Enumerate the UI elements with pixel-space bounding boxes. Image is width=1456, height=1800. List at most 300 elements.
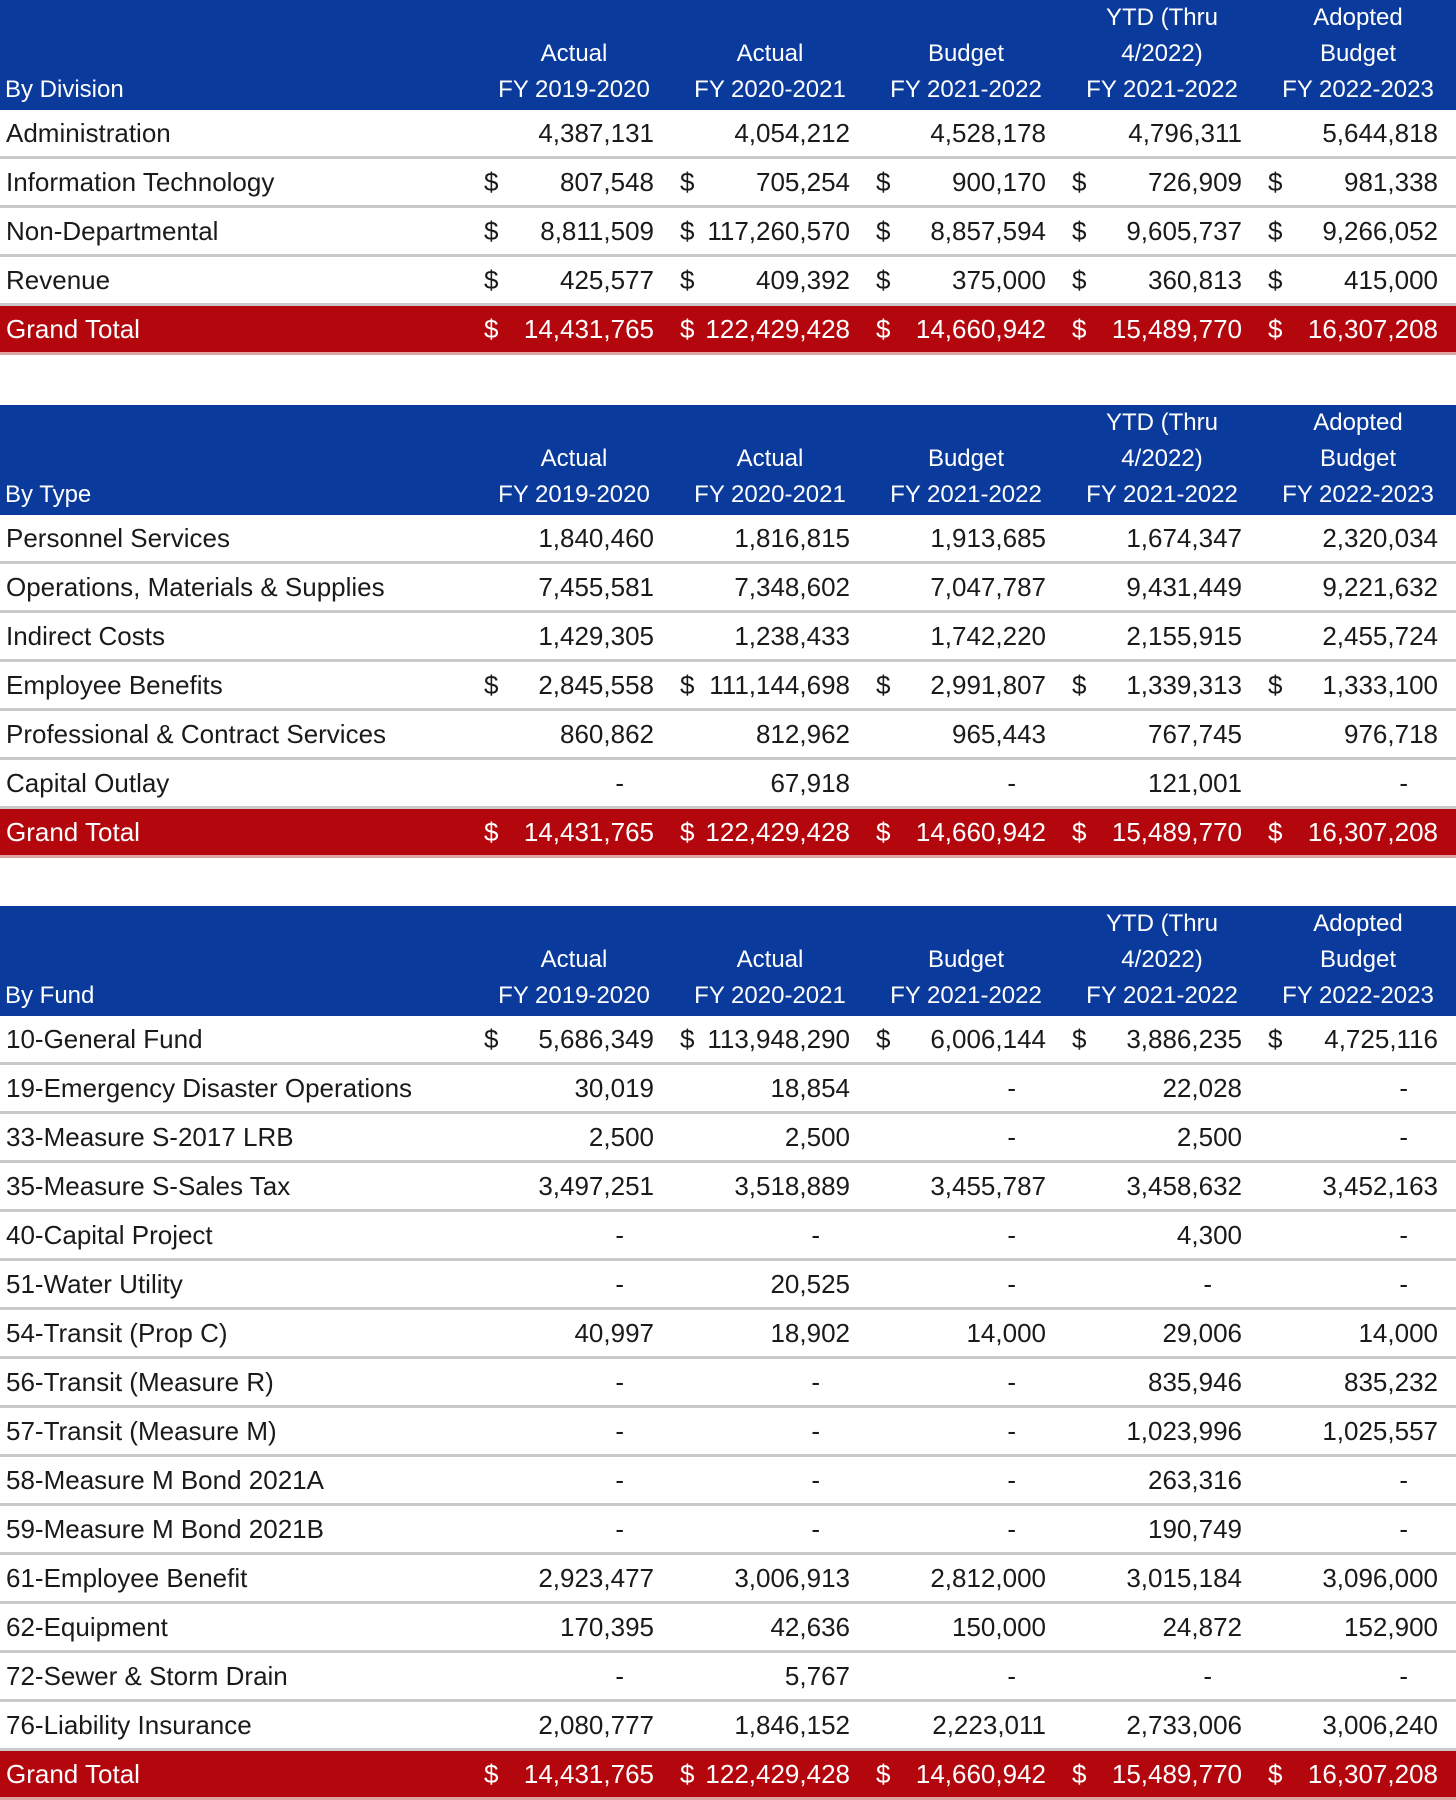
amount: - [1007, 1073, 1016, 1103]
row-label: 76-Liability Insurance [6, 1710, 252, 1740]
amount: 14,431,765 [523, 1759, 654, 1789]
section-label: By Division [5, 76, 124, 103]
value-cell [1268, 1514, 1438, 1548]
currency-symbol: $ [876, 216, 891, 246]
currency-symbol: $ [876, 670, 891, 700]
value-cell [680, 1612, 850, 1646]
table-row [0, 208, 1456, 257]
amount: 1,846,152 [734, 1710, 850, 1740]
value-cell [1072, 1220, 1242, 1254]
amount: 812,962 [756, 719, 850, 749]
amount: 14,431,765 [523, 817, 654, 847]
value-cell [680, 817, 850, 851]
value-cell [680, 670, 850, 704]
amount: 2,500 [784, 1122, 850, 1152]
value-cell [1268, 1024, 1438, 1058]
amount: - [1007, 1269, 1016, 1299]
value-cell [1268, 1563, 1438, 1597]
amount: 9,431,449 [1126, 572, 1242, 602]
value-cell [876, 817, 1046, 851]
row-label: 33-Measure S-2017 LRB [6, 1122, 294, 1152]
table-row [0, 662, 1456, 711]
amount: 1,023,996 [1126, 1416, 1242, 1446]
value-cell [680, 265, 850, 299]
column-header [476, 906, 672, 1016]
value-cell [876, 719, 1046, 753]
value-cell [680, 572, 850, 606]
currency-symbol: $ [484, 1024, 499, 1054]
value-cell [876, 523, 1046, 557]
value-cell [680, 621, 850, 655]
column-header [1064, 0, 1260, 110]
value-cell [484, 1612, 654, 1646]
amount: 2,733,006 [1126, 1710, 1242, 1740]
value-cell [484, 118, 654, 152]
amount: - [1007, 1367, 1016, 1397]
value-cell [680, 1367, 850, 1401]
amount: 3,497,251 [538, 1171, 654, 1201]
amount: 4,725,116 [1324, 1024, 1438, 1054]
value-cell [1268, 1612, 1438, 1646]
amount: - [615, 1269, 624, 1299]
currency-symbol: $ [1268, 1759, 1283, 1789]
column-header-line: FY 2022-2023 [1282, 76, 1434, 103]
amount: 3,006,913 [734, 1563, 850, 1593]
column-header [868, 405, 1064, 515]
amount: 2,500 [1176, 1122, 1242, 1152]
table-row [0, 1359, 1456, 1408]
currency-symbol: $ [1268, 265, 1283, 295]
amount: - [615, 1416, 624, 1446]
column-header-line: FY 2021-2022 [1086, 982, 1238, 1009]
table-header [0, 906, 1456, 1016]
amount: 3,886,235 [1126, 1024, 1242, 1054]
value-cell [1072, 167, 1242, 201]
column-header-line: FY 2020-2021 [694, 76, 846, 103]
value-cell [680, 167, 850, 201]
amount: 1,816,815 [734, 523, 850, 553]
row-label: 56-Transit (Measure R) [6, 1367, 274, 1397]
value-cell [680, 1073, 850, 1107]
amount: 14,660,942 [915, 314, 1046, 344]
value-cell [1268, 768, 1438, 802]
value-cell [1268, 118, 1438, 152]
value-cell [680, 1220, 850, 1254]
value-cell [1268, 314, 1438, 348]
amount: 122,429,428 [705, 817, 850, 847]
amount: - [1007, 768, 1016, 798]
value-cell [1072, 1171, 1242, 1205]
amount: 122,429,428 [705, 314, 850, 344]
value-cell [876, 621, 1046, 655]
amount: 170,395 [560, 1612, 654, 1642]
table-row [0, 1555, 1456, 1604]
currency-symbol: $ [680, 265, 695, 295]
currency-symbol: $ [1268, 314, 1283, 344]
value-cell [680, 1465, 850, 1499]
value-cell [484, 719, 654, 753]
row-label: 61-Employee Benefit [6, 1563, 248, 1593]
value-cell [876, 1661, 1046, 1695]
value-cell [876, 1024, 1046, 1058]
amount: - [1203, 1269, 1212, 1299]
value-cell [876, 265, 1046, 299]
value-cell [876, 572, 1046, 606]
value-cell [484, 523, 654, 557]
amount: 22,028 [1162, 1073, 1242, 1103]
value-cell [1268, 523, 1438, 557]
value-cell [484, 1171, 654, 1205]
amount: 15,489,770 [1111, 1759, 1242, 1789]
column-header-line: FY 2020-2021 [694, 982, 846, 1009]
amount: - [1007, 1122, 1016, 1152]
value-cell [680, 768, 850, 802]
value-cell [484, 1416, 654, 1450]
amount: 111,144,698 [709, 670, 850, 700]
value-cell [1072, 1318, 1242, 1352]
amount: 14,660,942 [915, 817, 1046, 847]
value-cell [876, 1269, 1046, 1303]
amount: - [1007, 1661, 1016, 1691]
amount: 976,718 [1344, 719, 1438, 749]
column-header-line: FY 2021-2022 [890, 481, 1042, 508]
column-header [1064, 906, 1260, 1016]
row-label: 62-Equipment [6, 1612, 168, 1642]
column-header-line: FY 2019-2020 [498, 481, 650, 508]
amount: 1,339,313 [1126, 670, 1242, 700]
column-header-line: YTD (Thru [1105, 910, 1218, 937]
currency-symbol: $ [680, 817, 695, 847]
amount: - [1399, 1661, 1408, 1691]
grand-total-row [0, 1751, 1456, 1800]
amount: 4,528,178 [930, 118, 1046, 148]
column-header-line: FY 2022-2023 [1282, 982, 1434, 1009]
value-cell [680, 1122, 850, 1156]
amount: 16,307,208 [1307, 1759, 1438, 1789]
row-label: Operations, Materials & Supplies [6, 572, 385, 602]
amount: 7,047,787 [930, 572, 1046, 602]
amount: 2,500 [588, 1122, 654, 1152]
value-cell [484, 1073, 654, 1107]
table-row [0, 760, 1456, 809]
value-cell [1072, 1367, 1242, 1401]
amount: 2,991,807 [930, 670, 1046, 700]
value-cell [876, 167, 1046, 201]
amount: - [1007, 1514, 1016, 1544]
amount: 4,796,311 [1128, 118, 1242, 148]
column-header [1260, 906, 1456, 1016]
amount: 3,015,184 [1126, 1563, 1242, 1593]
currency-symbol: $ [876, 265, 891, 295]
value-cell [484, 621, 654, 655]
value-cell [876, 1514, 1046, 1548]
table-row [0, 257, 1456, 306]
value-cell [876, 314, 1046, 348]
amount: 360,813 [1148, 265, 1242, 295]
column-header [1260, 405, 1456, 515]
currency-symbol: $ [484, 1759, 499, 1789]
table-row [0, 1653, 1456, 1702]
currency-symbol: $ [484, 817, 499, 847]
amount: 7,455,581 [538, 572, 654, 602]
amount: 190,749 [1148, 1514, 1242, 1544]
amount: 150,000 [952, 1612, 1046, 1642]
column-header-line: Actual [540, 946, 608, 973]
amount: 5,767 [784, 1661, 850, 1691]
table-row [0, 1310, 1456, 1359]
value-cell [1072, 118, 1242, 152]
value-cell [1268, 216, 1438, 250]
amount: 375,000 [952, 265, 1046, 295]
column-header [476, 405, 672, 515]
amount: 1,913,685 [930, 523, 1046, 553]
value-cell [484, 1367, 654, 1401]
row-label: Revenue [6, 265, 111, 295]
column-header-line: Actual [540, 40, 608, 67]
value-cell [1072, 1122, 1242, 1156]
currency-symbol: $ [1072, 1024, 1087, 1054]
currency-symbol: $ [1072, 817, 1087, 847]
value-cell [876, 1416, 1046, 1450]
value-cell [680, 523, 850, 557]
value-cell [876, 1612, 1046, 1646]
currency-symbol: $ [1072, 670, 1087, 700]
amount: - [1203, 1661, 1212, 1691]
currency-symbol: $ [1072, 265, 1087, 295]
amount: 18,854 [770, 1073, 850, 1103]
value-cell [680, 1318, 850, 1352]
grand-total-label: Grand Total [6, 314, 140, 344]
table-row [0, 110, 1456, 159]
row-label: 40-Capital Project [6, 1220, 213, 1250]
column-header [672, 405, 868, 515]
value-cell [680, 216, 850, 250]
row-label: 72-Sewer & Storm Drain [6, 1661, 288, 1691]
value-cell [484, 1122, 654, 1156]
table-row [0, 1212, 1456, 1261]
value-cell [876, 1318, 1046, 1352]
table-section-by-fund [0, 906, 1456, 1800]
section-label: By Type [5, 481, 92, 508]
row-label: 51-Water Utility [6, 1269, 183, 1299]
amount: - [615, 1661, 624, 1691]
amount: 2,155,915 [1126, 621, 1242, 651]
amount: - [1399, 1269, 1408, 1299]
value-cell [1072, 719, 1242, 753]
currency-symbol: $ [680, 216, 695, 246]
value-cell [876, 118, 1046, 152]
amount: 5,686,349 [538, 1024, 654, 1054]
value-cell [1072, 1465, 1242, 1499]
currency-symbol: $ [680, 670, 695, 700]
currency-symbol: $ [1268, 670, 1283, 700]
amount: 2,845,558 [538, 670, 654, 700]
table-section-by-division [0, 0, 1456, 355]
amount: - [1399, 1465, 1408, 1495]
currency-symbol: $ [680, 314, 695, 344]
column-header-line: FY 2019-2020 [498, 76, 650, 103]
currency-symbol: $ [484, 216, 499, 246]
column-header [868, 906, 1064, 1016]
value-cell [1072, 817, 1242, 851]
row-label: Non-Departmental [6, 216, 219, 246]
value-cell [484, 216, 654, 250]
amount: 2,223,011 [932, 1710, 1046, 1740]
row-label: 57-Transit (Measure M) [6, 1416, 277, 1446]
value-cell [680, 1759, 850, 1793]
currency-symbol: $ [876, 314, 891, 344]
value-cell [680, 1416, 850, 1450]
column-header-line: Adopted [1313, 409, 1403, 436]
amount: - [811, 1220, 820, 1250]
column-header-line: Actual [540, 445, 608, 472]
amount: - [811, 1465, 820, 1495]
value-cell [1268, 719, 1438, 753]
amount: 9,266,052 [1322, 216, 1438, 246]
value-cell [484, 1220, 654, 1254]
value-cell [1268, 1416, 1438, 1450]
column-header-line: Adopted [1313, 910, 1403, 937]
amount: 860,862 [560, 719, 654, 749]
currency-symbol: $ [680, 1759, 695, 1789]
currency-symbol: $ [1072, 167, 1087, 197]
value-cell [876, 1171, 1046, 1205]
value-cell [484, 1514, 654, 1548]
value-cell [680, 118, 850, 152]
value-cell [1268, 167, 1438, 201]
row-label: Capital Outlay [6, 768, 170, 798]
table-header [0, 0, 1456, 110]
value-cell [1268, 1465, 1438, 1499]
amount: 965,443 [952, 719, 1046, 749]
value-cell [876, 1710, 1046, 1744]
amount: 2,812,000 [930, 1563, 1046, 1593]
amount: 425,577 [560, 265, 654, 295]
value-cell [1072, 1661, 1242, 1695]
currency-symbol: $ [680, 1024, 695, 1054]
value-cell [1072, 572, 1242, 606]
value-cell [680, 719, 850, 753]
amount: 113,948,290 [707, 1024, 850, 1054]
column-header-line: Budget [1319, 40, 1397, 67]
amount: 1,333,100 [1322, 670, 1438, 700]
value-cell [484, 1710, 654, 1744]
value-cell [680, 1269, 850, 1303]
amount: 67,918 [770, 768, 850, 798]
row-label: 59-Measure M Bond 2021B [6, 1514, 324, 1544]
currency-symbol: $ [1268, 167, 1283, 197]
value-cell [1268, 1710, 1438, 1744]
amount: - [1399, 1122, 1408, 1152]
column-header-line: Budget [927, 946, 1005, 973]
amount: 42,636 [770, 1612, 850, 1642]
amount: 767,745 [1148, 719, 1242, 749]
amount: 121,001 [1148, 768, 1242, 798]
amount: 14,660,942 [915, 1759, 1046, 1789]
table-row [0, 564, 1456, 613]
value-cell [1268, 1318, 1438, 1352]
value-cell [680, 1710, 850, 1744]
column-header [1064, 405, 1260, 515]
value-cell [484, 1024, 654, 1058]
table-row [0, 1408, 1456, 1457]
value-cell [1072, 670, 1242, 704]
value-cell [1072, 523, 1242, 557]
value-cell [484, 1661, 654, 1695]
amount: 9,605,737 [1126, 216, 1242, 246]
value-cell [1268, 670, 1438, 704]
amount: 2,080,777 [538, 1710, 654, 1740]
amount: 3,006,240 [1322, 1710, 1438, 1740]
amount: 16,307,208 [1307, 817, 1438, 847]
amount: 900,170 [952, 167, 1046, 197]
value-cell [484, 1318, 654, 1352]
amount: - [811, 1514, 820, 1544]
value-cell [1268, 572, 1438, 606]
table-section-by-type [0, 405, 1456, 858]
column-header-line: Budget [927, 40, 1005, 67]
value-cell [1072, 265, 1242, 299]
amount: 40,997 [574, 1318, 654, 1348]
value-cell [680, 1514, 850, 1548]
table-row [0, 1163, 1456, 1212]
value-cell [484, 670, 654, 704]
grand-total-label: Grand Total [6, 817, 140, 847]
row-label: 35-Measure S-Sales Tax [6, 1171, 291, 1201]
amount: 117,260,570 [707, 216, 850, 246]
amount: 30,019 [574, 1073, 654, 1103]
value-cell [1072, 621, 1242, 655]
value-cell [1072, 1073, 1242, 1107]
amount: 15,489,770 [1111, 817, 1242, 847]
amount: 4,387,131 [538, 118, 654, 148]
row-label: Personnel Services [6, 523, 230, 553]
amount: - [615, 768, 624, 798]
amount: 2,923,477 [538, 1563, 654, 1593]
amount: 409,392 [756, 265, 850, 295]
amount: 24,872 [1162, 1612, 1242, 1642]
column-header [672, 0, 868, 110]
amount: 152,900 [1344, 1612, 1438, 1642]
value-cell [876, 670, 1046, 704]
column-header-line: YTD (Thru [1105, 4, 1218, 31]
value-cell [1268, 1269, 1438, 1303]
currency-symbol: $ [1072, 1759, 1087, 1789]
value-cell [484, 265, 654, 299]
value-cell [876, 768, 1046, 802]
amount: 1,238,433 [734, 621, 850, 651]
value-cell [484, 768, 654, 802]
amount: 835,946 [1148, 1367, 1242, 1397]
column-header-line: YTD (Thru [1105, 409, 1218, 436]
amount: - [811, 1367, 820, 1397]
value-cell [1268, 1171, 1438, 1205]
column-header [868, 0, 1064, 110]
column-header-line: FY 2021-2022 [1086, 481, 1238, 508]
amount: 20,525 [770, 1269, 850, 1299]
currency-symbol: $ [876, 1759, 891, 1789]
amount: 3,455,787 [930, 1171, 1046, 1201]
column-header-line: Adopted [1313, 4, 1403, 31]
row-label: Employee Benefits [6, 670, 223, 700]
value-cell [484, 1563, 654, 1597]
amount: 14,000 [966, 1318, 1046, 1348]
value-cell [1072, 1024, 1242, 1058]
amount: 835,232 [1344, 1367, 1438, 1397]
value-cell [484, 1465, 654, 1499]
currency-symbol: $ [876, 817, 891, 847]
row-label: 54-Transit (Prop C) [6, 1318, 228, 1348]
